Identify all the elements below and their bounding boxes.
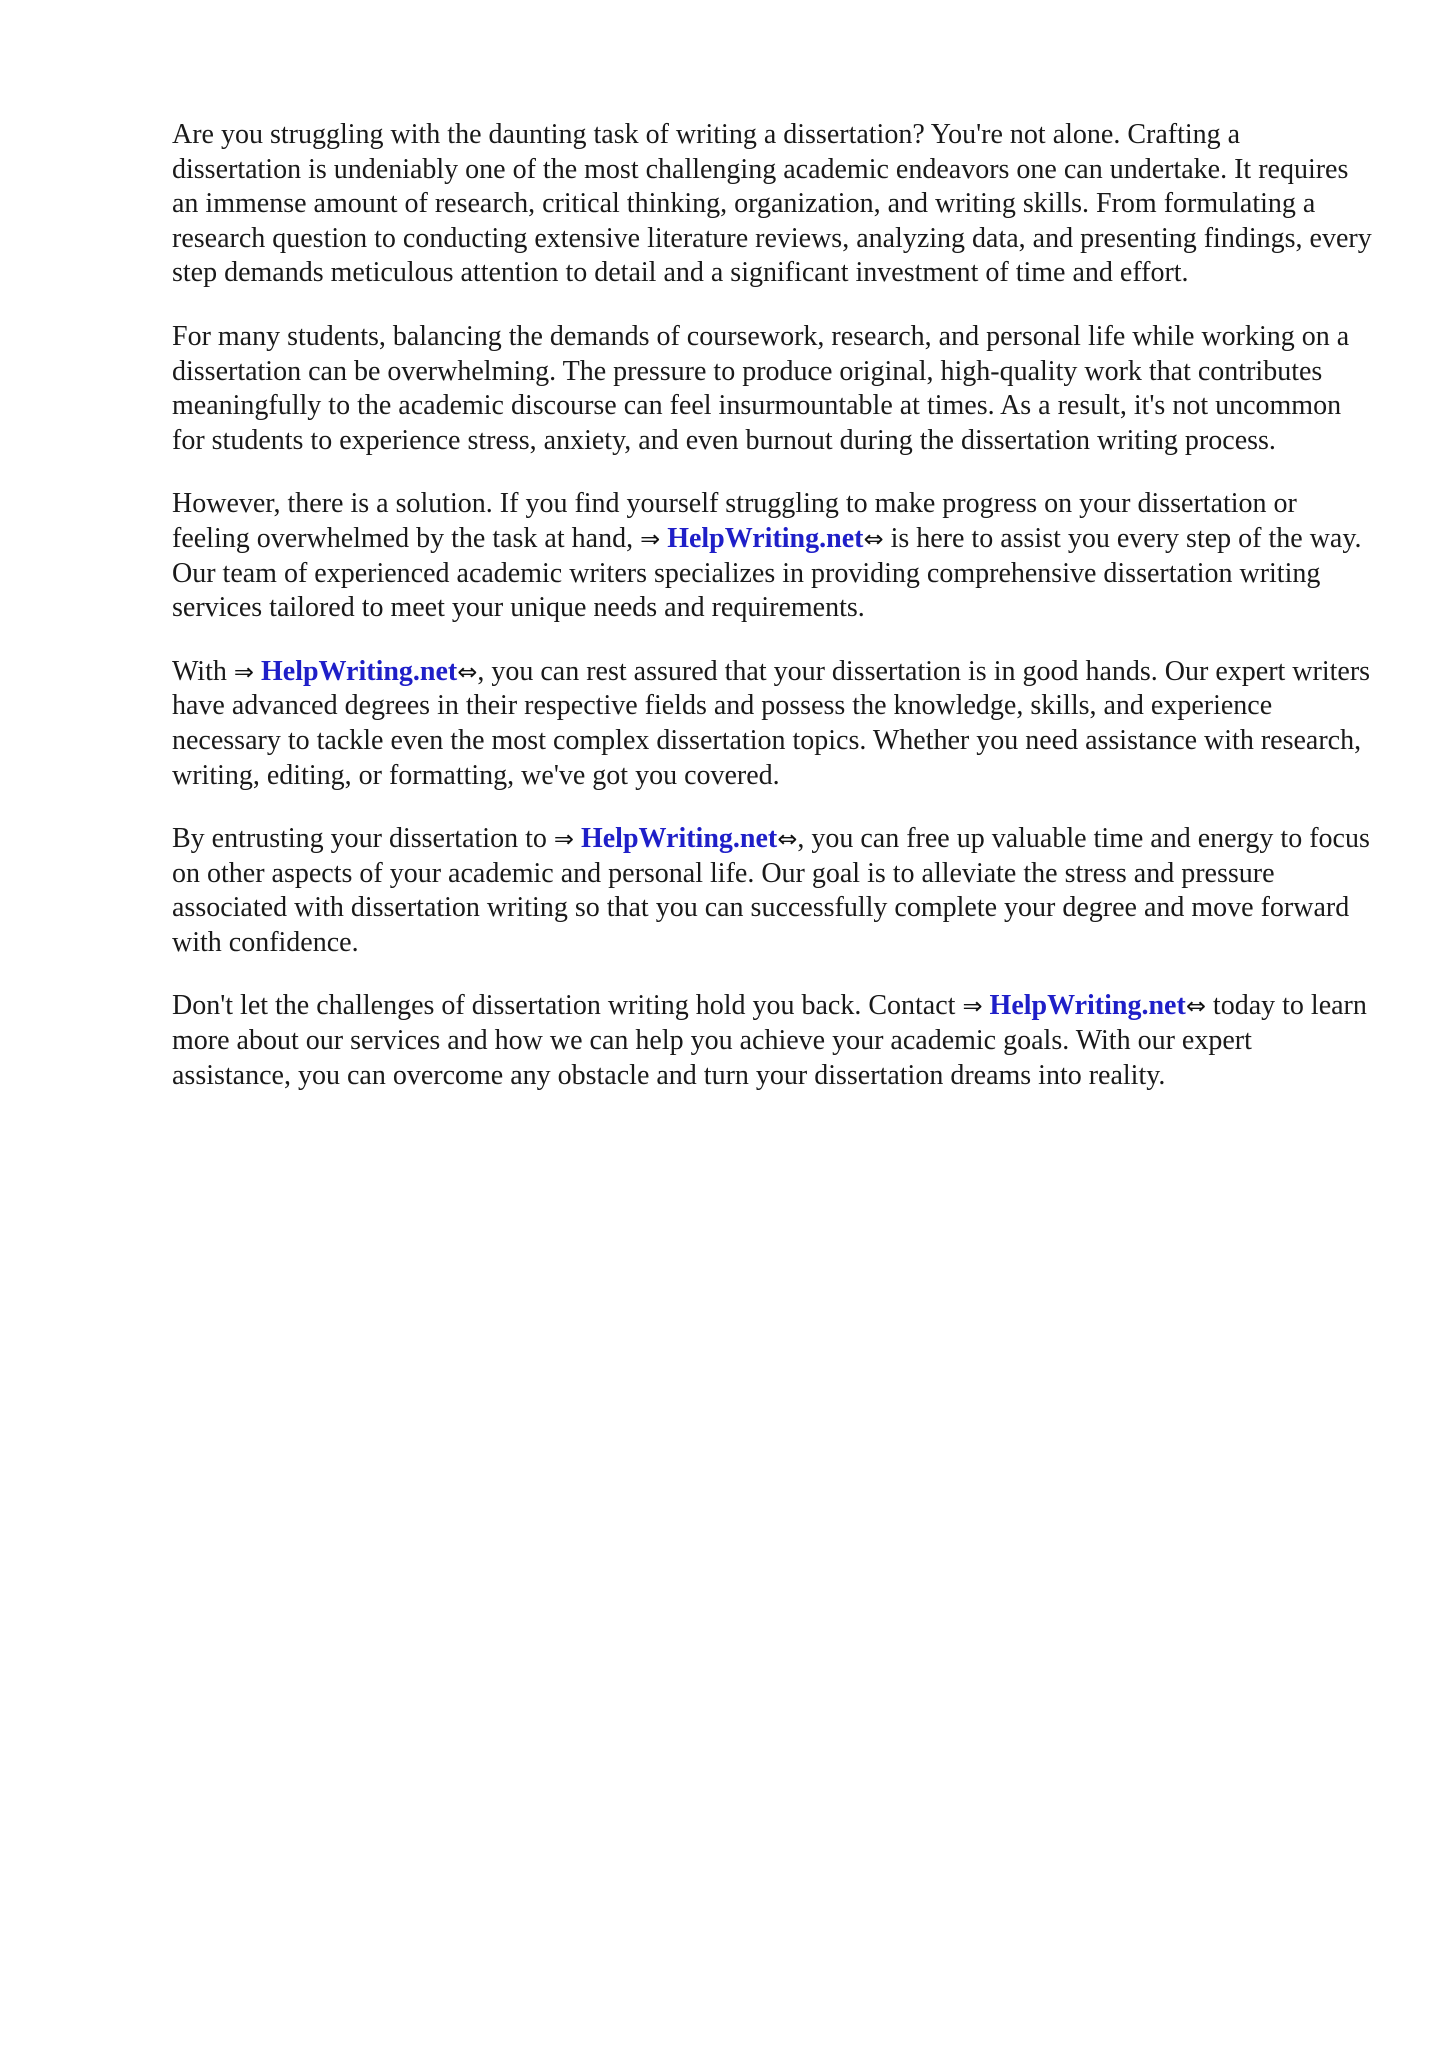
right-double-arrow-icon: ⇒ bbox=[962, 992, 983, 1021]
paragraph-5-text-before: By entrusting your dissertation to bbox=[172, 823, 554, 855]
paragraph-2-text: For many students, balancing the demands of coursework, research, and personal life while working on a dissertation can be overwhelming. The pressure to produce original, high-quality work that contributes meaningfully to the academic discourse can feel insurmountable at times. As a result, it's not uncommon for students to experience stress, anxiety, and even burnout during the dissertation writing process. bbox=[172, 320, 1350, 456]
helpwriting-link[interactable]: HelpWriting.net bbox=[667, 522, 864, 554]
paragraph-4-text-before: With bbox=[172, 655, 234, 687]
left-right-double-arrow-icon: ⇔ bbox=[777, 825, 798, 854]
paragraph-3 bbox=[172, 487, 1372, 625]
paragraph-6-text-after: today to learn more about our services and how we can help you achieve your academic goals. With our expert assistance, you can overcome any obstacle and turn your dissertation dreams into reality. bbox=[172, 990, 1367, 1091]
paragraph-4 bbox=[172, 655, 1372, 793]
paragraph-2 bbox=[172, 320, 1372, 458]
helpwriting-link[interactable]: HelpWriting.net bbox=[989, 990, 1186, 1022]
paragraph-3-text-after: is here to assist you every step of the way. Our team of experienced academic writers specializes in providing comprehensive dissertation writing services tailored to meet your unique needs and requirements. bbox=[172, 522, 1362, 624]
left-right-double-arrow-icon: ⇔ bbox=[1185, 992, 1206, 1021]
right-double-arrow-icon: ⇒ bbox=[233, 657, 254, 686]
helpwriting-link[interactable]: HelpWriting.net bbox=[580, 823, 778, 855]
paragraph-6 bbox=[172, 989, 1372, 1093]
helpwriting-link[interactable]: HelpWriting.net bbox=[260, 655, 458, 687]
document-body bbox=[172, 118, 1372, 1122]
right-double-arrow-icon: ⇒ bbox=[553, 825, 574, 854]
paragraph-1 bbox=[172, 118, 1372, 291]
right-double-arrow-icon: ⇒ bbox=[640, 524, 661, 553]
left-right-double-arrow-icon: ⇔ bbox=[457, 657, 478, 686]
paragraph-5 bbox=[172, 822, 1372, 960]
paragraph-5-text-after: , you can free up valuable time and energy to focus on other aspects of your academic and personal life. Our goal is to alleviate the stress and pressure associated with dissertation writing so that you can successfully complete your degree and move forward with confidence. bbox=[172, 823, 1370, 958]
paragraph-4-text-after: , you can rest assured that your dissertation is in good hands. Our expert writers have advanced degrees in their respective fields and possess the knowledge, skills, and experience necessary to tackle even the most complex dissertation topics. Whether you need assistance with research, writing, editing, or formatting, we've got you covered. bbox=[172, 655, 1371, 791]
paragraph-1-text: Are you struggling with the daunting task of writing a dissertation? You're not alone. Crafting a dissertation is undeniably one of the most challenging academic endeavors one can undertake. It requires an immense amount of research, critical thinking, organization, and writing skills. From formulating a research question to conducting extensive literature reviews, analyzing data, and presenting findings, every step demands meticulous attention to detail and a significant investment of time and effort. bbox=[172, 119, 1372, 289]
left-right-double-arrow-icon: ⇔ bbox=[863, 524, 884, 553]
paragraph-3-text-before: However, there is a solution. If you find yourself struggling to make progress on your dissertation or feeling overwhelmed by the task at hand, bbox=[172, 488, 1297, 554]
paragraph-6-text-before: Don't let the challenges of dissertation writing hold you back. Contact bbox=[172, 990, 963, 1022]
